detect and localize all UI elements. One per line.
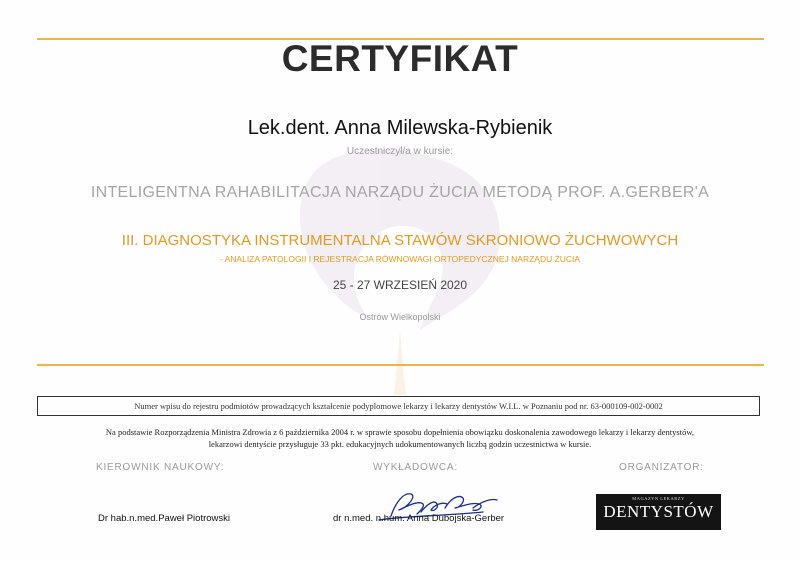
legal-line-1: Na podstawie Rozporządzenia Ministra Zdrowia z 6 października 2004 r. w sprawie sposobu dopełnienia obowiązku doskonalenia zawodowego lekarzy i lekarzy dentystów, bbox=[105, 427, 695, 437]
course-dates: 25 - 27 WRZESIEŃ 2020 bbox=[332, 278, 468, 292]
role-organizer: ORGANIZATOR: bbox=[619, 462, 704, 473]
legal-line-2: lekarzowi dentyście przysługuje 33 pkt. edukacyjnych udokumentowanych liczbą godzin uczestnictwa w kursie. bbox=[208, 439, 592, 449]
role-lecturer: WYKŁADOWCA: bbox=[373, 462, 458, 473]
recipient-name: Lek.dent. Anna Milewska-Rybienik bbox=[247, 117, 553, 139]
participant-note: Uczestniczył/a w kursie: bbox=[346, 146, 454, 157]
organizer-logo-big: DENTYSTÓW bbox=[603, 502, 714, 521]
legal-basis bbox=[40, 426, 760, 450]
lecturer-name: dr n.med. n.hum. Anna Dubojska-Gerber bbox=[333, 513, 505, 524]
certificate-title: CERTYFIKAT bbox=[281, 38, 519, 79]
course-part-title: III. DIAGNOSTYKA INSTRUMENTALNA STAWÓW SKRONIOWO ŻUCHWOWYCH bbox=[121, 232, 679, 249]
organizer-logo bbox=[596, 494, 721, 530]
organizer-logo-small: MAGAZYN LEKARZY bbox=[632, 496, 685, 501]
registry-text: Numer wpisu do rejestru podmiotów prowadzących kształcenie podyplomowe lekarzy i lekarzy dentystów W.I.L. w Poznaniu pod nr. 63-000109-002-0002 bbox=[134, 401, 663, 411]
scientific-head-name: Dr hab.n.med.Paweł Piotrowski bbox=[98, 513, 230, 524]
registry-number-box bbox=[37, 396, 760, 416]
course-location: Ostrów Wielkopolski bbox=[359, 312, 441, 322]
middle-accent-rule bbox=[37, 364, 764, 366]
course-title: INTELIGENTNA RAHABILITACJA NARZĄDU ŻUCIA METODĄ PROF. A.GERBER'A bbox=[90, 184, 710, 201]
role-scientific-head: KIEROWNIK NAUKOWY: bbox=[96, 462, 225, 473]
course-subtitle: - ANALIZA PATOLOGII I REJESTRACJA RÓWNOWAGI ORTOPEDYCZNEJ NARZĄDU ŻUCIA bbox=[219, 254, 581, 264]
